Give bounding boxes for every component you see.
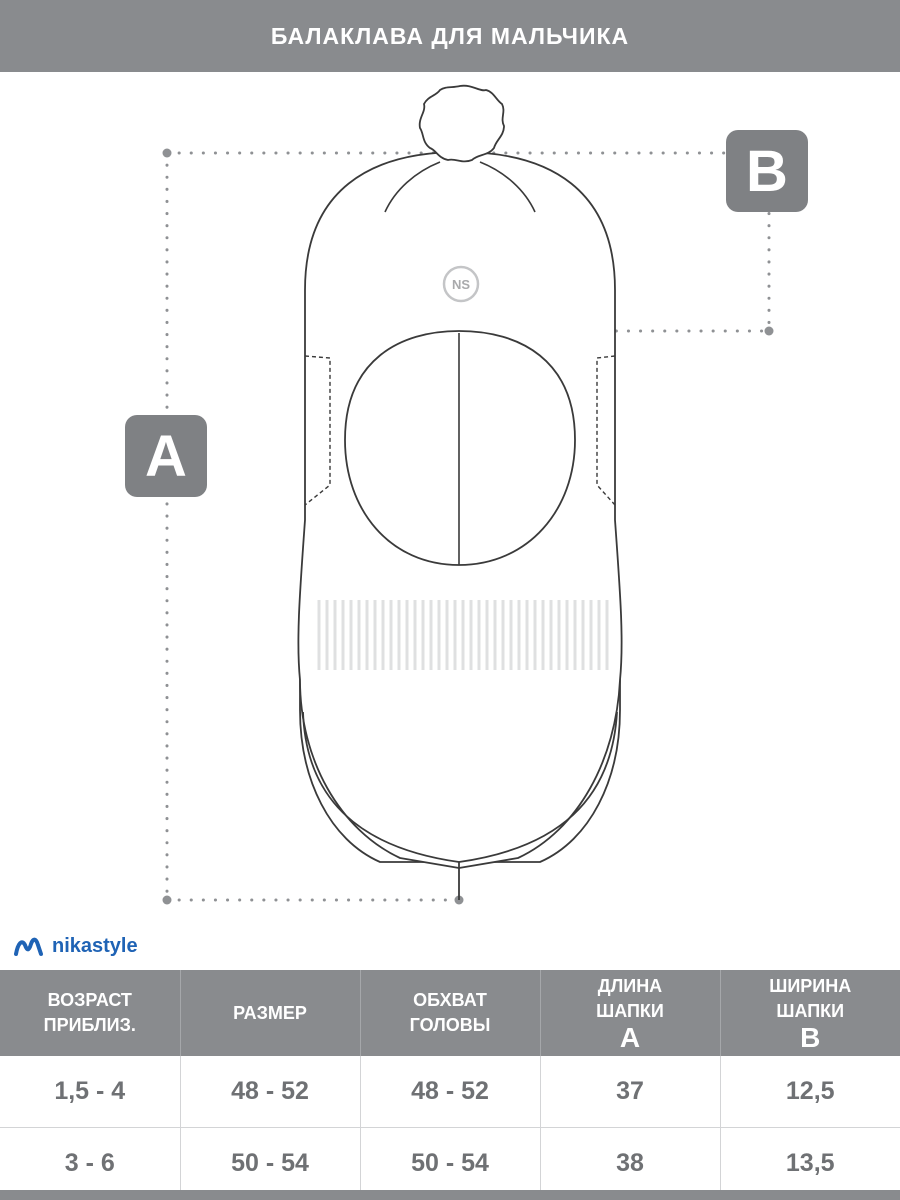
cell-width-b: 12,5 (720, 1056, 900, 1128)
header-size: РАЗМЕР (180, 970, 360, 1056)
brand-logo (14, 930, 138, 962)
cell-age: 3 - 6 (0, 1128, 180, 1200)
size-table (0, 970, 900, 1200)
table-header-row (0, 970, 900, 1056)
cell-head-circumference: 48 - 52 (360, 1056, 540, 1128)
bottom-bar (0, 1190, 900, 1200)
dimension-label-a: A (145, 423, 187, 489)
cell-size: 50 - 54 (180, 1128, 360, 1200)
header-length-a: ДЛИНА ШАПКИ A (540, 970, 720, 1056)
table-row (0, 1128, 900, 1200)
pompom (420, 86, 504, 162)
cell-head-circumference: 50 - 54 (360, 1128, 540, 1200)
cell-length-a: 38 (540, 1128, 720, 1200)
page-title: БАЛАКЛАВА ДЛЯ МАЛЬЧИКА (270, 22, 630, 49)
nikastyle-logo-icon (14, 935, 44, 957)
page-title-bar (0, 0, 900, 72)
dimension-label-b: B (746, 138, 788, 204)
cell-length-a: 37 (540, 1056, 720, 1128)
ns-logo-text: NS (451, 277, 471, 292)
cell-width-b: 13,5 (720, 1128, 900, 1200)
face-opening (345, 331, 575, 565)
header-width-b: ШИРИНА ШАПКИ B (720, 970, 900, 1056)
table-row (0, 1056, 900, 1128)
cell-age: 1,5 - 4 (0, 1056, 180, 1128)
brand-name: nikastyle (52, 934, 138, 957)
dimension-badge-a (125, 415, 207, 497)
dimension-badge-b (726, 130, 808, 212)
header-head-circumference: ОБХВАТ ГОЛОВЫ (360, 970, 540, 1056)
header-age: ВОЗРАСТ ПРИБЛИЗ. (0, 970, 180, 1056)
cell-size: 48 - 52 (180, 1056, 360, 1128)
